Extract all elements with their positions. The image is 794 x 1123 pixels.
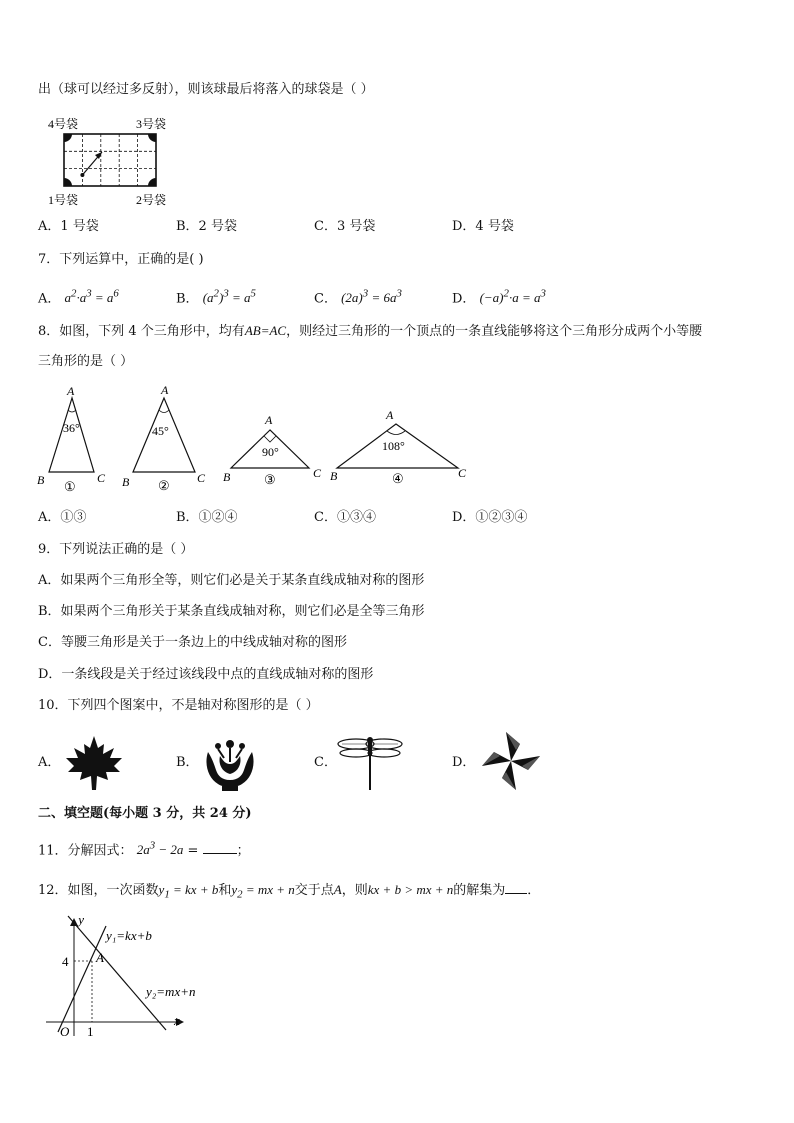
svg-text:③: ③ — [264, 472, 276, 487]
q10-option-d-label: D． — [452, 755, 476, 770]
q10-stem: 10．下列四个图案中，不是轴对称图形的是（ ） — [38, 698, 319, 713]
svg-text:①: ① — [64, 479, 76, 494]
q6-pocket3-label: 3号袋 — [136, 117, 167, 131]
q9-option-a: A．如果两个三角形全等，则它们必是关于某条直线成轴对称的图形 — [38, 573, 425, 588]
svg-text:A: A — [161, 383, 169, 397]
q7-option-b — [176, 285, 256, 308]
triangle-1 — [37, 384, 106, 494]
q7-option-b-formula: $(a^2)^3 = a^5$ — [202, 288, 256, 306]
q10-option-b-label: B． — [176, 755, 199, 770]
graph-line2-label: y₂=mx+n — [146, 984, 196, 999]
q7-stem: 7．下列运算中，正确的是( ) — [38, 252, 204, 267]
svg-text:④: ④ — [392, 471, 404, 486]
svg-text:90°: 90° — [262, 445, 279, 459]
q10-option-c-label: C． — [314, 755, 337, 770]
svg-text:B: B — [122, 475, 130, 489]
q6-option-a: A．1 号袋 — [38, 219, 99, 234]
graph-x-label: x — [174, 1013, 180, 1028]
q8-option-d: D．①②③④ — [452, 510, 528, 525]
q9-option-d: D．一条线段是关于经过该线段中点的直线成轴对称的图形 — [38, 667, 374, 682]
q6-option-b: B．2 号袋 — [176, 219, 237, 234]
svg-text:B: B — [330, 469, 338, 483]
q11-expression: $2a^3 - 2a$ — [136, 840, 184, 858]
section-2-title: 二、填空题(每小题 3 分，共 24 分) — [38, 806, 252, 821]
svg-text:B: B — [37, 473, 45, 487]
triangle-3 — [223, 413, 322, 487]
maple-leaf-icon — [62, 734, 126, 792]
graph-line1-label: y₁=kx+b — [106, 928, 152, 943]
svg-text:C: C — [97, 471, 106, 485]
q8-option-b: B．①②④ — [176, 510, 238, 525]
q11-answer-blank[interactable] — [203, 840, 237, 854]
q9-option-c: C．等腰三角形是关于一条边上的中线成轴对称的图形 — [38, 635, 347, 650]
q7-option-a-formula: $a^2\cdot a^3 = a^6$ — [64, 288, 119, 306]
q8-stem: 8．如图，下列 4 个三角形中，均有AB=AC，则经过三角形的一个顶点的一条直线能够将这个三角形分成两个小等腰 — [38, 323, 703, 339]
q9-stem: 9．下列说法正确的是（ ） — [38, 542, 194, 557]
q6-pocket2-label: 2号袋 — [136, 193, 167, 207]
line-y1 — [58, 926, 106, 1032]
svg-text:C: C — [458, 466, 467, 480]
flower-pattern-icon — [198, 734, 262, 792]
q7-option-b-label: B． — [176, 291, 199, 307]
svg-text:C: C — [197, 471, 206, 485]
svg-text:A: A — [67, 384, 75, 398]
graph-y-label: y — [78, 912, 84, 927]
q10-option-a-label: A． — [38, 755, 61, 770]
q6-text: 出（球可以经过多反射），则该球最后将落入的球袋是（ ） — [38, 82, 374, 97]
q8-option-c: C．①③④ — [314, 510, 376, 525]
svg-text:A: A — [386, 408, 394, 422]
q7-option-d-formula: $(-a)^2\cdot a = a^3$ — [479, 288, 546, 306]
q9-option-b: B．如果两个三角形关于某条直线成轴对称，则它们必是全等三角形 — [38, 604, 425, 619]
q6-pocket1-label: 1号袋 — [48, 193, 79, 207]
svg-text:108°: 108° — [382, 439, 405, 453]
q8-stem-cont: 三角形的是（ ） — [38, 354, 134, 369]
svg-text:A: A — [265, 413, 273, 427]
graph-x-tick-1: 1 — [87, 1024, 94, 1039]
q7-option-c — [314, 285, 402, 308]
q8-triangles-figure — [34, 380, 474, 498]
q7-option-a-label: A． — [38, 291, 61, 307]
q12-stem: 12．如图，一次函数$y_1$ = kx + b和$y_2$ = mx + n交于点A，则kx + b > mx + n的解集为 ． — [38, 882, 541, 901]
q7-option-c-label: C． — [314, 291, 337, 307]
dragonfly-icon — [336, 734, 404, 792]
pinwheel-icon — [478, 728, 544, 794]
svg-text:B: B — [223, 470, 231, 484]
q7-option-a — [38, 285, 119, 308]
q7-option-c-formula: $(2a)^3 = 6a^3$ — [341, 288, 402, 306]
q7-option-d-label: D． — [452, 291, 476, 307]
svg-text:②: ② — [158, 478, 170, 493]
q6-option-d: D．4 号袋 — [452, 219, 514, 234]
svg-text:45°: 45° — [152, 424, 169, 438]
svg-text:36°: 36° — [63, 421, 80, 435]
q7-option-d — [452, 285, 546, 308]
q12-linear-function-graph — [42, 912, 202, 1042]
svg-text:C: C — [313, 466, 322, 480]
q6-option-c: C．3 号袋 — [314, 219, 376, 234]
graph-origin-label: O — [60, 1024, 70, 1039]
q12-answer-blank[interactable] — [505, 880, 527, 894]
q6-pocket4-label: 4号袋 — [48, 117, 79, 131]
q8-option-a: A．①③ — [38, 510, 87, 525]
triangle-4 — [330, 408, 467, 486]
graph-y-tick-4: 4 — [62, 954, 69, 969]
q6-pool-table-figure — [48, 116, 178, 208]
graph-point-a: A — [96, 950, 104, 965]
triangle-2 — [122, 383, 206, 493]
q11-stem: 11．分解因式： $2a^3 - 2a$ = ； — [38, 840, 250, 859]
